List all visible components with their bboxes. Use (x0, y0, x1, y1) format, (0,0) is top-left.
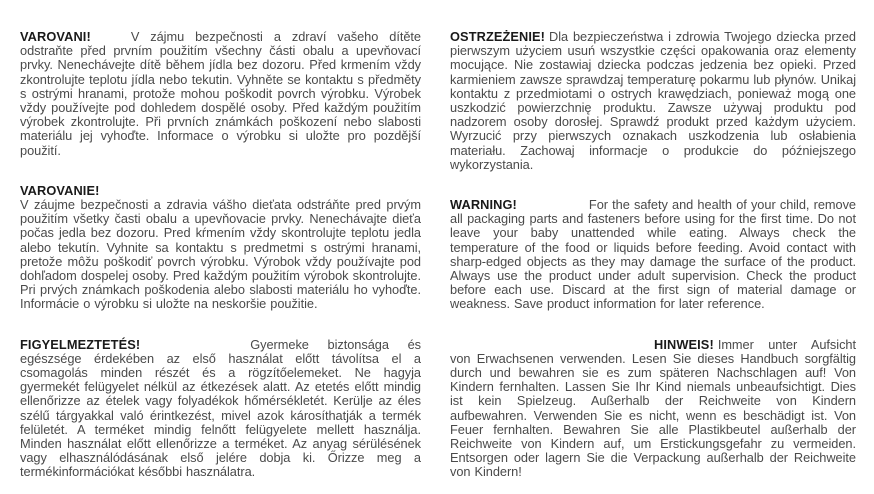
right-column (450, 30, 856, 480)
heading-gap-spacer (517, 208, 589, 209)
english-body-text: For the safety and health of your child, remove all packaging parts and fasteners before using for the first time. Do not leave your baby unattended while eating. Always check the temperature of the food or liquids before feeding. Avoid contact with sharp-edged objects as they may damage the surface of the product. Always use the product under adult supervision. Check the product before each use. Discard at the first sign of material damage or weakness. Save product information for later reference. (450, 197, 856, 312)
notice-section-german (450, 338, 856, 480)
czech-body-text: V zájmu bezpečnosti a zdraví vašeho dítěte odstraňte před prvním použitím všechny části obalu a upevňovací prvky. Nenechávejte dítě během jídla bez dozoru. Před krmením vždy zkontrolujte teplotu jídla nebo tekutin. Vyhněte se kontaktu s předměty s ostrými hranami, protože mohou poškodit povrch výrobku. Výrobek vždy používejte pod dohledem dospělé osoby. Před každým použitím výrobek zkontrolujte. Při prvních známkách poškození nebo slabosti materiálu jej vyhoďte. Informace o výrobku si uložte pro pozdější použití. (20, 29, 421, 158)
english-heading: WARNING! (450, 197, 517, 213)
polish-heading: OSTRZEŻENIE! (450, 29, 546, 44)
warning-section-english (450, 198, 856, 312)
warning-section-hungarian (20, 338, 421, 480)
hungarian-heading: FIGYELMEZTETÉS! (20, 336, 141, 352)
heading-gap-spacer (91, 40, 131, 41)
warning-section-polish (450, 30, 856, 172)
slovak-body-text: V záujme bezpečnosti a zdravia vášho dieťata odstráňte pred prvým použitím všetky časti obalu a upevňovacie prvky. Nenechávajte dieťa počas jedla bez dozoru. Pred kŕmením vždy skontrolujte teplotu jedla alebo tekutín. Vyhnite sa kontaktu s predmetmi s ostrými hranami, pretože môžu poškodiť povrch výrobku. Výrobok vždy používajte pod dohľadom dospelej osoby. Pred každým použitím výrobok skontrolujte. Pri prvých známkach poškodenia alebo slabosti materiálu ho vyhoďte. Informácie o výrobku si uložte na neskoršie použitie. (20, 197, 421, 312)
czech-heading: VAROVANI! (20, 29, 91, 44)
german-heading: HINWEIS! (654, 336, 714, 352)
warning-section-czech (20, 30, 421, 158)
polish-body-text: Dla bezpieczeństwa i zdrowia Twojego dziecka przed pierwszym użyciem usuń wszystkie części opakowania oraz elementy mocujące. Nie zostawiaj dziecka podczas jedzenia bez opieki. Przed karmieniem zawsze sprawdzaj temperaturę pokarmu lub płynów. Unikaj kontaktu z przedmiotami o ostrych krawędziach, ponieważ mogą one uszkodzić powierzchnię produktu. Zawsze używaj produktu pod nadzorem osoby dorosłej. Sprawdź produkt przed każdym użyciem. Wyrzucić przy pierwszych oznakach uszkodzenia lub osłabienia materiału. Zachowaj informacje o produkcie do późniejszego wykorzystania. (450, 29, 856, 172)
slovak-heading: VAROVANIE! (20, 182, 100, 198)
warning-section-slovak (20, 184, 421, 312)
left-column (20, 30, 421, 480)
hungarian-body-text: Gyermeke biztonsága és egészsége érdekében az első használat előtt távolítsa el a csomagolás minden részét és a rögzítőelemeket. Ne hagyja gyermekét felügyelet nélkül az étkezések alatt. Az etetés előtt mindig ellenőrizze az ételek vagy folyadékok hőmérsékletét. Kerülje az éles szélű tárgyakkal való érintkezést, mivel azok károsíthatják a termék felületét. A terméket mindig felnőtt felügyelete mellett használja. Minden használat előtt ellenőrizze a terméket. Az anyag sérülésének vagy elhasználódásának első jelére dobja ki. Őrizze meg a termékinformációkat későbbi használatra. (20, 336, 421, 480)
german-body-text: Immer unter Aufsicht von Erwachsenen verwenden. Lesen Sie dieses Handbuch sorgfältig durch und bewahren sie es zum späteren Nachschlagen auf! Von Kindern fernhalten. Lassen Sie Ihr Kind niemals unbeaufsichtigt. Dies ist kein Spielzeug. Außerhalb der Reichweite von Kindern aufbewahren. Verwenden Sie es nicht, wenn es beschädigt ist. Von Feuer fernhalten. Bewahren Sie alle Plastikbeutel außerhalb der Reichweite von Kindern auf, um Erstickungsgefahr zu vermeiden. Entsorgen oder lagern Sie die Verpackung außerhalb der Reichweite von Kindern! (450, 336, 856, 480)
heading-gap-spacer (140, 348, 250, 349)
